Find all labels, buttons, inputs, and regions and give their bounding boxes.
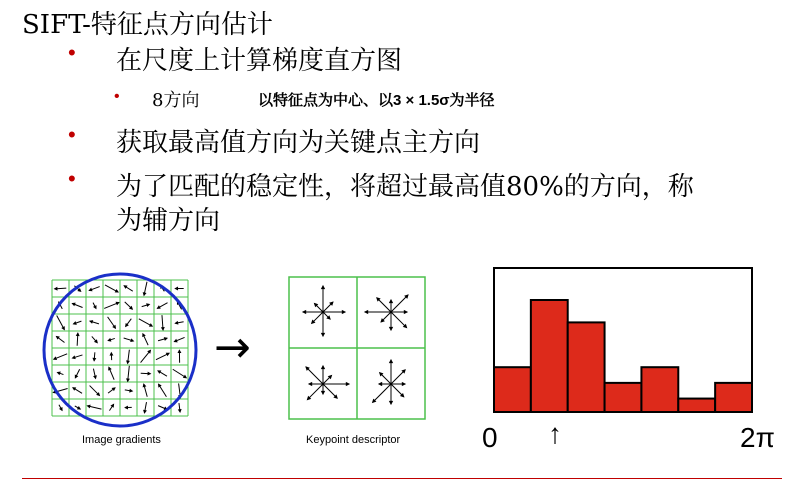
- bottom-divider: [22, 478, 782, 479]
- descriptor-arrow: [391, 295, 408, 312]
- histogram-bar: [715, 383, 752, 412]
- descriptor-arrow: [306, 367, 323, 384]
- image-gradients-figure: [40, 272, 210, 432]
- bullet-marker: •: [68, 122, 76, 147]
- keypoint-descriptor-caption: Keypoint descriptor: [306, 434, 401, 446]
- descriptor-arrow: [307, 384, 323, 400]
- right-arrow-icon: →: [214, 322, 251, 373]
- sub-bullet-note: 以特征点为中心、以3 × 1.5σ为半径: [258, 92, 495, 109]
- bullet-1: 在尺度上计算梯度直方图: [116, 46, 403, 76]
- axis-end-label: 2π: [740, 422, 775, 453]
- peak-up-arrow-icon: ↑: [548, 418, 562, 449]
- descriptor-arrow: [391, 312, 407, 328]
- bullet-marker: •: [68, 166, 76, 191]
- bullet-3-line-1: 为了匹配的稳定性，将超过最高值80%的方向，称: [116, 172, 694, 202]
- descriptor-arrow: [373, 384, 391, 402]
- bullet-marker: •: [68, 40, 76, 65]
- orientation-histogram: [492, 266, 756, 416]
- slide-title: SIFT-特征点方向估计: [22, 10, 273, 40]
- sub-bullet-marker: •: [114, 88, 120, 105]
- histogram-bar: [641, 367, 678, 412]
- sub-bullet-label: 8方向: [152, 90, 200, 111]
- histogram-bar: [568, 322, 605, 412]
- histogram-bar: [678, 399, 715, 412]
- histogram-bar: [605, 383, 642, 412]
- axis-start-label: 0: [482, 422, 498, 453]
- histogram-bar: [531, 300, 568, 412]
- bullet-2: 获取最高值方向为关键点主方向: [116, 128, 481, 158]
- image-gradients-caption: Image gradients: [82, 434, 161, 446]
- bullet-3-line-2: 为辅方向: [116, 206, 221, 236]
- histogram-bar: [494, 367, 531, 412]
- keypoint-descriptor-figure: [288, 276, 428, 422]
